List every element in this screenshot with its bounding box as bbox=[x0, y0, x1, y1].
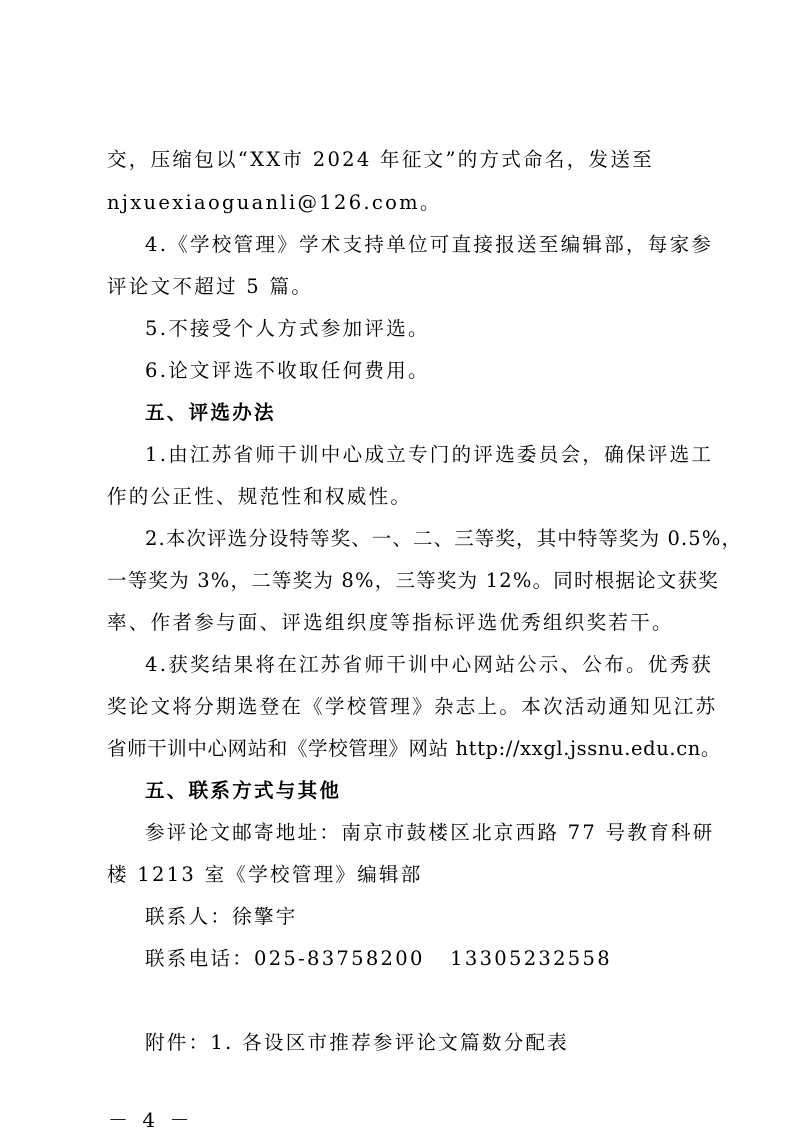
text-line: 5.不接受个人方式参加评选。 bbox=[145, 317, 430, 340]
text-line: 省师干训中心网站和《学校管理》网站 http://xxgl.jssnu.edu.cn。 bbox=[107, 737, 721, 760]
text-line: 2.本次评选分设特等奖、一、二、三等奖，其中特等奖为 0.5%， bbox=[145, 527, 743, 550]
text-line: 作的公正性、规范性和权威性。 bbox=[107, 485, 413, 508]
contact-phone: 联系电话：025-83758200 13305232558 bbox=[145, 947, 612, 970]
text-line: 一等奖为 3%，二等奖为 8%，三等奖为 12%。同时根据论文获奖 bbox=[107, 569, 719, 592]
section-heading: 五、评选办法 bbox=[145, 401, 276, 424]
text-line: 6.论文评选不收取任何费用。 bbox=[145, 359, 430, 382]
attachment-line: 附件：1. 各设区市推荐参评论文篇数分配表 bbox=[145, 1031, 570, 1054]
contact-person: 联系人：徐擎宇 bbox=[145, 905, 298, 928]
text-line: 参评论文邮寄地址：南京市鼓楼区北京西路 77 号教育科研 bbox=[145, 821, 715, 844]
text-line: 楼 1213 室《学校管理》编辑部 bbox=[107, 863, 423, 886]
text-line: 率、作者参与面、评选组织度等指标评选优秀组织奖若干。 bbox=[107, 611, 674, 634]
text-line: 交，压缩包以“XX市 2024 年征文”的方式命名，发送至 bbox=[107, 148, 654, 171]
text-line: 4.《学校管理》学术支持单位可直接报送至编辑部，每家参 bbox=[145, 233, 714, 256]
text-line: 奖论文将分期选登在《学校管理》杂志上。本次活动通知见江苏 bbox=[107, 695, 718, 718]
text-line: 1.由江苏省师干训中心成立专门的评选委员会，确保评选工 bbox=[145, 443, 714, 466]
text-line: 4.获奖结果将在江苏省师干训中心网站公示、公布。优秀获 bbox=[145, 653, 714, 676]
text-line: 评论文不超过 5 篇。 bbox=[107, 275, 314, 298]
page-number: － 4 － bbox=[108, 1108, 194, 1132]
email-line: njxuexiaoguanli@126.com。 bbox=[107, 191, 442, 214]
section-heading: 五、联系方式与其他 bbox=[145, 779, 342, 802]
